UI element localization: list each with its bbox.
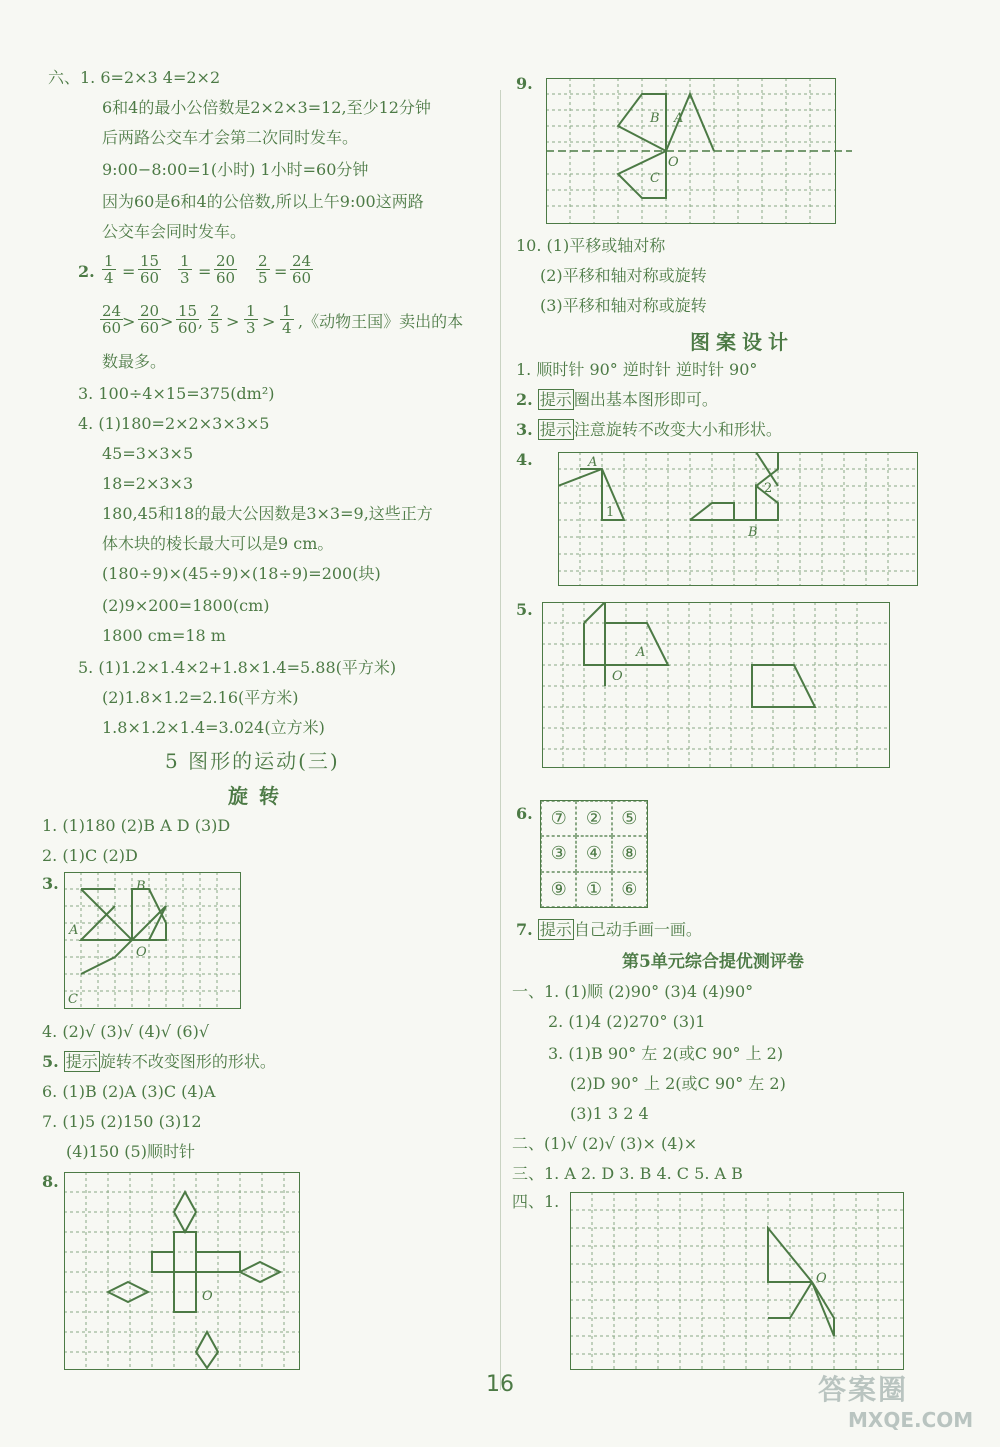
svg-text:C: C — [650, 171, 660, 186]
svg-text:A: A — [69, 923, 79, 938]
equals-sign: = — [198, 262, 212, 281]
greater-sign: > — [122, 312, 136, 331]
r7-line2: (4)150 (5)顺时针 — [66, 1142, 195, 1161]
d5-number: 5. — [516, 600, 533, 619]
q6-1-line4: 9:00−8:00=1(小时) 1小时=60分钟 — [102, 160, 369, 179]
fraction: $\frac{2}{5}$ — [210, 302, 220, 337]
d6-number: 6. — [516, 804, 533, 823]
grid-cell: ⑥ — [612, 872, 647, 907]
t2-answers: 二、(1)√ (2)√ (3)× (4)× — [512, 1134, 698, 1153]
q4-line8: 1800 cm=18 m — [102, 626, 226, 645]
grid-figure-d4 — [558, 452, 922, 588]
grid-cell: ⑨ — [541, 872, 576, 907]
r8-number: 8. — [42, 1172, 59, 1191]
q3-answer: 3. 100÷4×15=375(dm²) — [78, 384, 275, 403]
svg-text:2: 2 — [764, 481, 773, 496]
t1-1: 一、1. (1)顺 (2)90° (3)4 (4)90° — [512, 982, 754, 1001]
fraction: $\frac{24}{60}$ — [292, 252, 312, 287]
svg-text:O: O — [612, 669, 623, 684]
r4-answer: 4. (2)√ (3)√ (4)√ (6)√ — [42, 1022, 210, 1041]
hint-tag: 提示 — [539, 390, 572, 409]
grid-figure-d5 — [542, 602, 894, 770]
d4-number: 4. — [516, 450, 533, 469]
grid-cell: ⑦ — [541, 801, 576, 836]
column-divider — [500, 90, 501, 1390]
r7-line1: 7. (1)5 (2)150 (3)12 — [42, 1112, 202, 1131]
q4-line5: 体木块的棱长最大可以是9 cm。 — [102, 534, 334, 553]
q2-row3: 数最多。 — [102, 352, 167, 371]
t1-2: 2. (1)4 (2)270° (3)1 — [548, 1012, 706, 1031]
equals-sign: = — [122, 262, 136, 281]
q4-line4: 180,45和18的最大公因数是3×3=9,这些正方 — [102, 504, 433, 523]
equals-sign: = — [274, 262, 288, 281]
svg-text:C: C — [68, 992, 78, 1007]
grid-figure-r8 — [64, 1172, 304, 1372]
q10-line2: (2)平移和轴对称或旋转 — [540, 266, 707, 285]
grid-cell: ④ — [576, 836, 611, 871]
section-title-design: 图案设计 — [690, 330, 794, 354]
d3-line: 3. 提示 注意旋转不改变大小和形状。 — [516, 420, 782, 439]
t4-number: 四、1. — [512, 1192, 560, 1211]
q10-line3: (3)平移和轴对称或旋转 — [540, 296, 707, 315]
fraction: $\frac{20}{60}$ — [216, 252, 236, 287]
grid-figure-q9 — [546, 78, 856, 228]
comma: , — [198, 312, 204, 331]
d7-line: 7. 提示 自己动手画一画。 — [516, 920, 702, 939]
q4-line1: 4. (1)180=2×2×3×3×5 — [78, 414, 270, 433]
greater-sign: > — [160, 312, 174, 331]
grid-figure-t4 — [570, 1192, 908, 1372]
q5-line3: 1.8×1.2×1.4=3.024(立方米) — [102, 718, 325, 737]
q4-line7: (2)9×200=1800(cm) — [102, 596, 270, 615]
q5-line2: (2)1.8×1.2=2.16(平方米) — [102, 688, 299, 707]
hint-tag: 提示 — [65, 1052, 98, 1071]
svg-text:O: O — [202, 1289, 213, 1304]
test-title: 第5单元综合提优测评卷 — [622, 952, 804, 972]
q2-number: 2. — [78, 262, 95, 281]
r5-line: 5. 提示 旋转不改变图形的形状。 — [42, 1052, 276, 1071]
r2-answer: 2. (1)C (2)D — [42, 846, 138, 865]
svg-text:B: B — [748, 525, 758, 540]
watermark-url: MXQE.COM — [848, 1408, 974, 1432]
r6-answer: 6. (1)B (2)A (3)C (4)A — [42, 1082, 216, 1101]
svg-text:O: O — [816, 1271, 827, 1286]
hint-tag: 提示 — [539, 920, 572, 939]
greater-sign: > — [226, 312, 240, 331]
fraction: $\frac{1}{3}$ — [180, 252, 190, 287]
d2-line: 2. 提示 圈出基本图形即可。 — [516, 390, 718, 409]
fraction: $\frac{15}{60}$ — [178, 302, 198, 337]
q5-line1: 5. (1)1.2×1.4×2+1.8×1.4=5.88(平方米) — [78, 658, 397, 677]
q6-1-line1: 六、1. 6=2×3 4=2×2 — [48, 68, 221, 87]
svg-text:B: B — [650, 111, 660, 126]
svg-text:A: A — [674, 111, 684, 126]
q6-1-line5: 因为60是6和4的公倍数,所以上午9:00这两路 — [102, 192, 424, 211]
q4-line2: 45=3×3×5 — [102, 444, 194, 463]
svg-text:A: A — [636, 645, 646, 660]
page-number: 16 — [486, 1372, 514, 1397]
q4-line3: 18=2×3×3 — [102, 474, 194, 493]
q10-line1: 10. (1)平移或轴对称 — [516, 236, 666, 255]
fraction: $\frac{1}{4}$ — [104, 252, 114, 287]
d1-answer: 1. 顺时针 90° 逆时针 逆时针 90° — [516, 360, 758, 379]
grid-cell: ① — [576, 872, 611, 907]
q4-line6: (180÷9)×(45÷9)×(18÷9)=200(块) — [102, 564, 381, 583]
r3-number: 3. — [42, 874, 59, 893]
section-title-rotation: 旋 转 — [228, 784, 281, 808]
fraction: $\frac{20}{60}$ — [140, 302, 160, 337]
svg-text:A: A — [588, 455, 598, 470]
fraction: $\frac{15}{60}$ — [140, 252, 160, 287]
fraction: $\frac{1}{3}$ — [246, 302, 256, 337]
grid-cell: ③ — [541, 836, 576, 871]
svg-text:O: O — [136, 945, 147, 960]
grid-cell: ⑧ — [612, 836, 647, 871]
t1-3c: (3)1 3 2 4 — [570, 1104, 649, 1123]
svg-text:O: O — [668, 155, 679, 170]
svg-text:1: 1 — [606, 505, 615, 520]
q9-number: 9. — [516, 74, 533, 93]
q6-1-line2: 6和4的最小公倍数是2×2×3=12,至少12分钟 — [102, 98, 431, 117]
svg-text:B: B — [136, 879, 146, 894]
hint-tag: 提示 — [539, 420, 572, 439]
fraction: $\frac{2}{5}$ — [258, 252, 268, 287]
q6-1-line6: 公交车会同时发车。 — [102, 222, 247, 241]
grid-cell: ② — [576, 801, 611, 836]
grid-cell: ⑤ — [612, 801, 647, 836]
t1-3b: (2)D 90° 上 2(或C 90° 左 2) — [570, 1074, 786, 1093]
greater-sign: > — [262, 312, 276, 331]
t1-3a: 3. (1)B 90° 左 2(或C 90° 上 2) — [548, 1044, 784, 1063]
q2-row2-tail: ,《动物王国》卖出的本 — [298, 312, 464, 331]
grid-figure-r3 — [64, 872, 244, 1010]
q6-1-line3: 后两路公交车才会第二次同时发车。 — [102, 128, 359, 147]
fraction: $\frac{24}{60}$ — [102, 302, 122, 337]
r1-answer: 1. (1)180 (2)B A D (3)D — [42, 816, 231, 835]
unit-title: 5 图形的运动(三) — [165, 749, 340, 773]
d6-number-grid — [540, 800, 648, 908]
fraction: $\frac{1}{4}$ — [282, 302, 292, 337]
t3-answers: 三、1. A 2. D 3. B 4. C 5. A B — [512, 1164, 743, 1183]
watermark-logo: 答案圈 — [818, 1373, 909, 1406]
